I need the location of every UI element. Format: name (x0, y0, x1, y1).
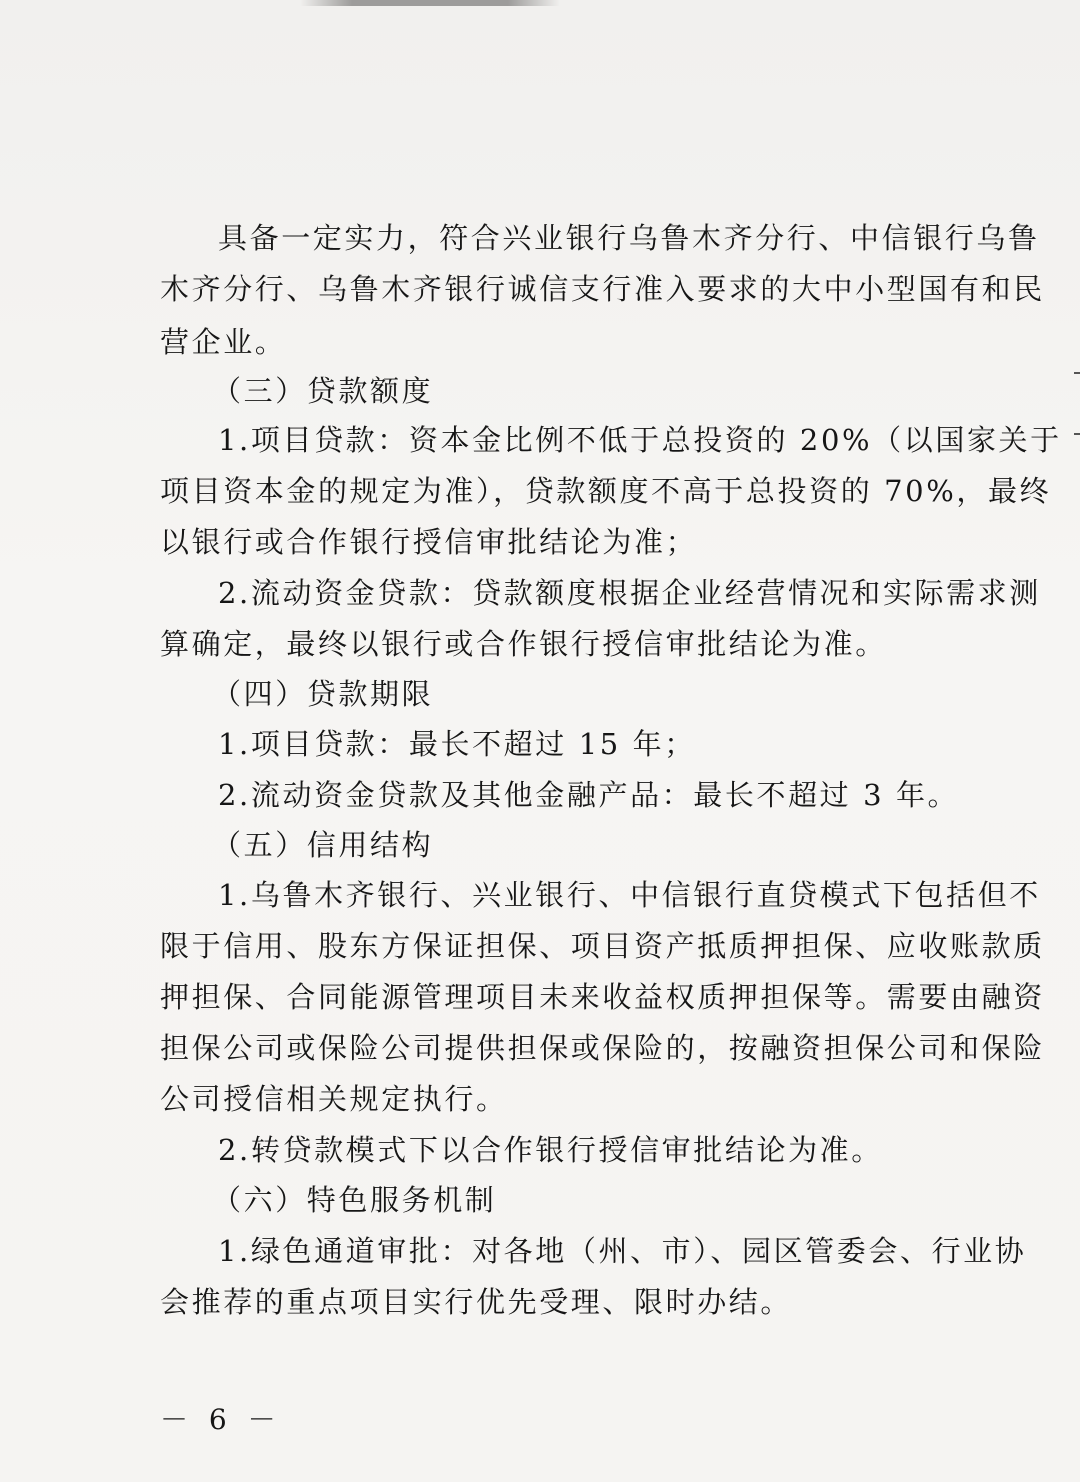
text-line: 限于信用、股东方保证担保、项目资产抵质押担保、应收账款质 (160, 929, 1045, 963)
text-line: 2.流动资金贷款及其他金融产品：最长不超过 3 年。 (218, 778, 960, 812)
text-line: 木齐分行、乌鲁木齐银行诚信支行准入要求的大中小型国有和民 (160, 272, 1045, 306)
text-line: 以银行或合作银行授信审批结论为准； (160, 525, 698, 559)
text-line: 营企业。 (160, 325, 287, 359)
text-line: 公司授信相关规定执行。 (160, 1082, 508, 1116)
text-line: 1.乌鲁木齐银行、兴业银行、中信银行直贷模式下包括但不 (218, 878, 1041, 912)
text-line: 2.转贷款模式下以合作银行授信审批结论为准。 (218, 1133, 883, 1167)
text-line: 会推荐的重点项目实行优先受理、限时办结。 (160, 1285, 793, 1319)
section-heading: （四）贷款期限 (212, 677, 434, 711)
page-number: － 6 － (160, 1403, 282, 1436)
section-heading: （五）信用结构 (212, 828, 434, 862)
text-line: 押担保、合同能源管理项目未来收益权质押担保等。需要由融资 (160, 980, 1045, 1014)
section-heading: （三）贷款额度 (212, 374, 434, 408)
edge-mark (1074, 433, 1080, 435)
text-line: 担保公司或保险公司提供担保或保险的，按融资担保公司和保险 (160, 1031, 1045, 1065)
text-line: 项目资本金的规定为准），贷款额度不高于总投资的 70%，最终 (160, 474, 1052, 508)
scan-edge-shadow (300, 0, 560, 6)
text-line: 1.绿色通道审批：对各地（州、市）、园区管委会、行业协 (218, 1234, 1027, 1268)
text-line: 具备一定实力，符合兴业银行乌鲁木齐分行、中信银行乌鲁 (218, 221, 1040, 255)
section-heading: （六）特色服务机制 (212, 1183, 497, 1217)
edge-mark (1074, 372, 1080, 374)
text-line: 算确定，最终以银行或合作银行授信审批结论为准。 (160, 627, 887, 661)
text-line: 2.流动资金贷款：贷款额度根据企业经营情况和实际需求测 (218, 576, 1041, 610)
text-line: 1.项目贷款：资本金比例不低于总投资的 20%（以国家关于 (218, 423, 1062, 457)
text-line: 1.项目贷款：最长不超过 15 年； (218, 727, 696, 761)
